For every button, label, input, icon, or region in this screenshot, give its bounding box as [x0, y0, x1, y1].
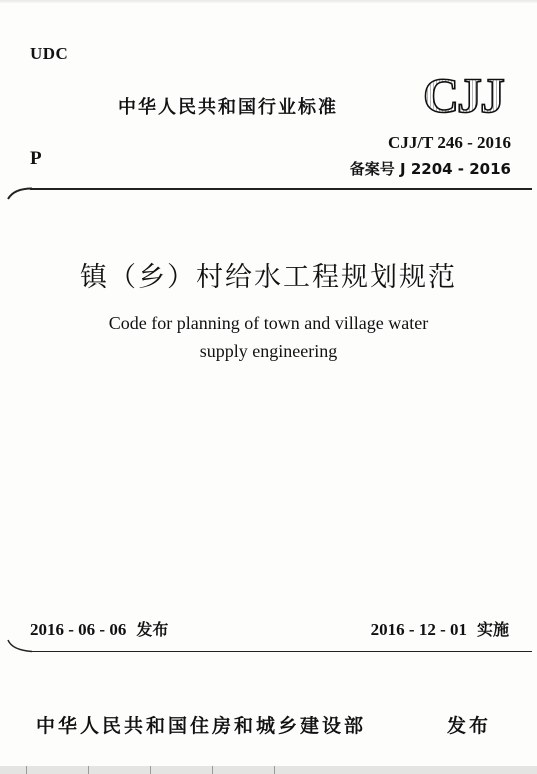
record-number: 备案号 J 2204 - 2016 [349, 160, 511, 178]
top-divider [30, 188, 532, 190]
issue-date: 2016 - 06 - 06 [30, 620, 127, 639]
title-english-line1: Code for planning of town and village water [108, 313, 429, 333]
implement-label: 实施 [476, 620, 509, 639]
issue-label: 发布 [136, 620, 169, 639]
bottom-divider [30, 651, 532, 652]
category-code: P [30, 148, 42, 169]
standard-number: CJJ/T 246 - 2016 [388, 133, 511, 152]
logo-letters: CJJ [422, 72, 504, 118]
bottom-left-curve [4, 626, 44, 656]
cjj-logo [412, 72, 514, 118]
title-chinese: 镇（乡）村给水工程规划规范 [80, 262, 457, 293]
title-english-line2: supply engineering [199, 341, 338, 361]
scan-bottom-strip [0, 766, 537, 774]
issuing-ministry: 中华人民共和国住房和城乡建设部 [36, 715, 367, 737]
scan-top-edge [0, 0, 537, 3]
top-left-curve [4, 187, 44, 217]
industry-standard-heading: 中华人民共和国行业标准 [118, 97, 338, 118]
issue-date-block [30, 617, 168, 640]
implement-date: 2016 - 12 - 01 [370, 620, 467, 639]
implement-date-block [371, 617, 509, 640]
publish-label: 发布 [446, 715, 491, 737]
udc-label: UDC [30, 44, 69, 63]
